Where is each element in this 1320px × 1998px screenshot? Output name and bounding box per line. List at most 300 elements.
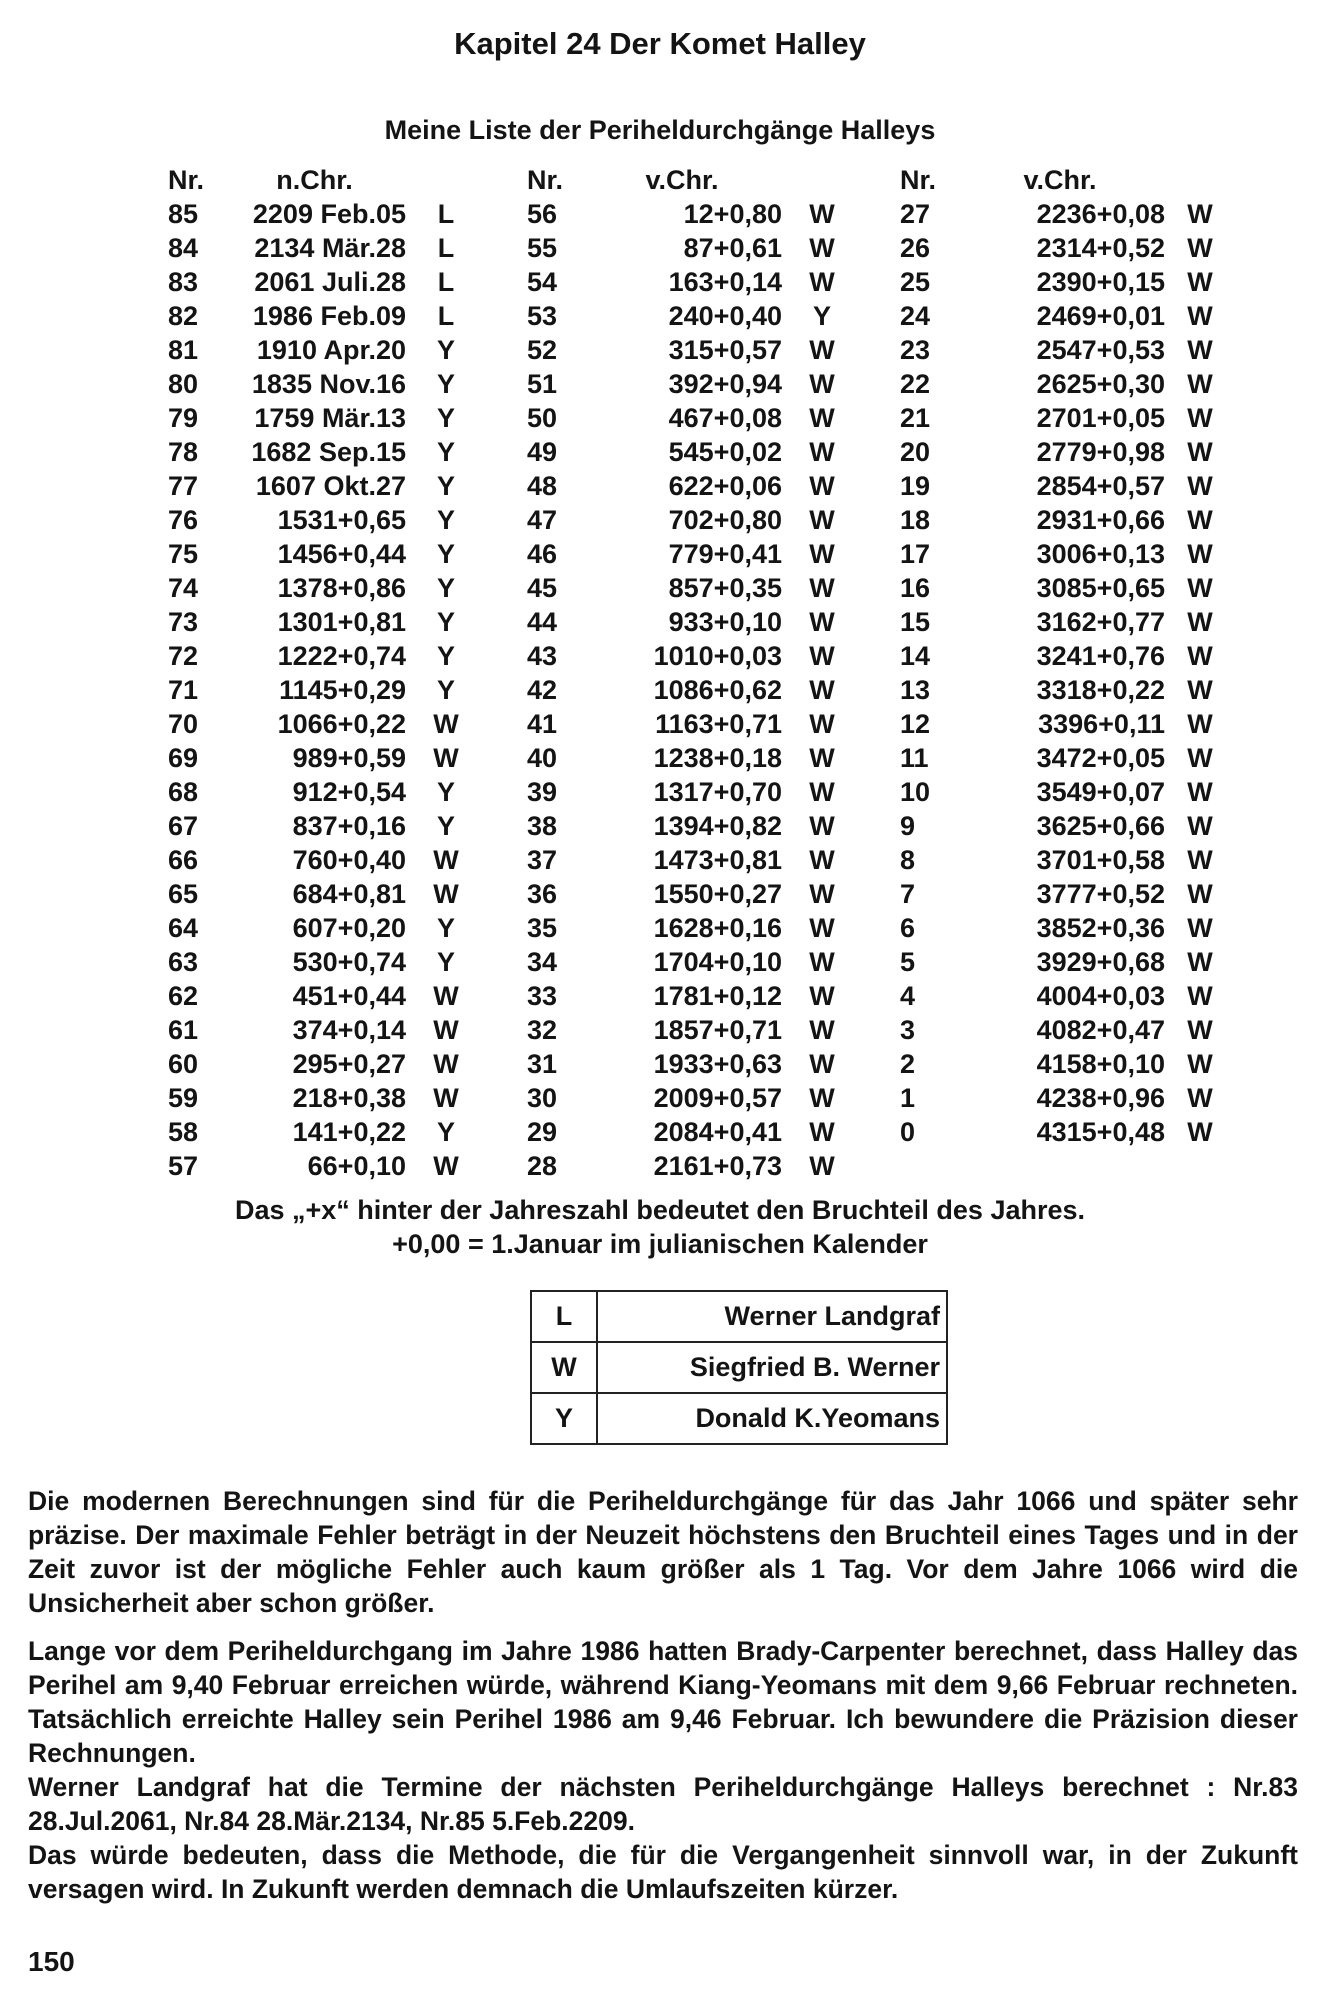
table-row [900,707,1235,741]
passage-date: 3162+0,77 [1036,607,1165,637]
source-code: W [433,709,459,739]
table-row [900,537,1235,571]
passage-number: 7 [900,879,916,909]
source-code: L [437,267,455,297]
passage-number: 27 [900,199,931,229]
passage-number: 79 [168,403,199,433]
passage-date: 1086+0,62 [653,675,782,705]
passage-number: 43 [527,641,558,671]
table-row [900,571,1235,605]
passage-date: 1781+0,12 [653,981,782,1011]
passage-date: 702+0,80 [668,505,782,535]
source-code: Y [436,403,455,433]
passage-number: 60 [168,1049,199,1079]
table-row [168,333,486,367]
passage-date: 1394+0,82 [653,811,782,841]
passage-number: 19 [900,471,931,501]
source-code: W [1187,709,1213,739]
note-line-1: Das „+x“ hinter der Jahreszahl bedeutet den Bruchteil des Jahres. [234,1195,1086,1225]
passage-date: 2084+0,41 [653,1117,782,1147]
passage-number: 73 [168,607,199,637]
passage-date: 3396+0,11 [1038,709,1165,739]
header-nr: Nr. [168,165,205,195]
table-row [527,197,862,231]
passage-number: 42 [527,675,558,705]
source-code: W [809,1151,835,1181]
table-row [527,945,862,979]
passage-number: 1 [900,1083,916,1113]
passage-date: 141+0,22 [292,1117,406,1147]
passage-date: 4158+0,10 [1036,1049,1165,1079]
paragraph-text: Die modernen Berechnungen sind für die Periheldurchgänge für das Jahr 1066 und später sehr präzise. Der maximale Fehler beträgt in der Neuzeit höchstens den Bruchteil eines Tages und in der Zeit zuvor ist der mögliche Fehler auch kaum größer als 1 Tag. Vor dem Jahre 1066 wird die Unsicherheit aber schon größer. [28,1486,1298,1618]
passage-date: 1301+0,81 [277,607,406,637]
table-row [900,877,1235,911]
passage-date: 1222+0,74 [277,641,406,671]
legend-row [531,1393,947,1444]
passage-number: 15 [900,607,931,637]
source-code: W [809,811,835,841]
passage-date: 1473+0,81 [653,845,782,875]
table-row [527,231,862,265]
passage-number: 70 [168,709,199,739]
table-row [527,401,862,435]
passage-date: 760+0,40 [292,845,406,875]
source-code: W [809,641,835,671]
table-row [527,435,862,469]
passage-number: 31 [527,1049,558,1079]
passage-number: 41 [527,709,558,739]
header-date: v.Chr. [1023,165,1097,195]
source-code: Y [436,607,455,637]
passage-number: 61 [168,1015,199,1045]
passage-date: 1456+0,44 [277,539,406,569]
table-row [900,231,1235,265]
passage-date: 4315+0,48 [1036,1117,1165,1147]
legend-key: W [531,1342,597,1393]
passage-date: 1857+0,71 [653,1015,782,1045]
passage-number: 18 [900,505,931,535]
source-code: W [1187,743,1213,773]
passage-date: 3085+0,65 [1036,573,1165,603]
table-row [168,843,486,877]
passage-number: 82 [168,301,199,331]
source-code: W [1187,539,1213,569]
passage-number: 4 [900,981,916,1011]
body-paragraph-precision [28,1484,1298,1620]
legend-key: Y [531,1393,597,1444]
passage-date: 1163+0,71 [655,709,782,739]
passage-date: 295+0,27 [292,1049,406,1079]
table-row [168,571,486,605]
table-note [0,1193,1320,1261]
table-row [527,571,862,605]
passage-date: 2931+0,66 [1036,505,1165,535]
table-row [527,639,862,673]
source-code: Y [436,539,455,569]
source-code: Y [436,811,455,841]
source-code: Y [436,675,455,705]
passage-date: 1531+0,65 [277,505,406,535]
passage-number: 46 [527,539,558,569]
table-row [168,1047,486,1081]
table-row [900,741,1235,775]
passage-date: 1704+0,10 [653,947,782,977]
source-code: W [809,471,835,501]
passage-date: 684+0,81 [292,879,406,909]
legend-name: Werner Landgraf [597,1291,947,1342]
header-source [1165,163,1235,197]
passage-date: 1607 Okt.27 [255,471,406,501]
table-row [900,979,1235,1013]
passage-date: 3625+0,66 [1036,811,1165,841]
passage-number: 72 [168,641,199,671]
source-code: Y [436,573,455,603]
source-code: W [809,1117,835,1147]
passage-date: 240+0,40 [668,301,782,331]
header-date: v.Chr. [645,165,719,195]
passage-number: 20 [900,437,931,467]
table-row [168,469,486,503]
source-code: W [1187,199,1213,229]
table-row [168,1149,486,1183]
table-row [527,809,862,843]
table-row [527,1013,862,1047]
source-code: W [809,403,835,433]
source-code: W [1187,369,1213,399]
passage-date: 989+0,59 [292,743,406,773]
source-code: W [809,1049,835,1079]
passage-number: 12 [900,709,931,739]
source-code: W [1187,913,1213,943]
passage-date: 1145+0,29 [279,675,406,705]
list-title: Meine Liste der Periheldurchgänge Halleys [384,115,936,145]
passage-date: 2134 Mär.28 [254,233,406,263]
passage-date: 1759 Mär.13 [254,403,406,433]
source-code: W [1187,437,1213,467]
passage-number: 66 [168,845,199,875]
passage-number: 83 [168,267,199,297]
table-row [168,265,486,299]
table-row [527,707,862,741]
source-code: W [1187,335,1213,365]
passage-number: 84 [168,233,199,263]
passage-date: 622+0,06 [668,471,782,501]
passage-date: 912+0,54 [292,777,406,807]
passage-number: 71 [168,675,199,705]
table-row [900,775,1235,809]
source-code: W [1187,607,1213,637]
source-code: W [809,981,835,1011]
legend-name: Donald K.Yeomans [597,1393,947,1444]
source-code: W [809,709,835,739]
source-code: W [809,947,835,977]
paragraph-text: Lange vor dem Periheldurchgang im Jahre 1986 hatten Brady-Carpenter berechnet, dass Halley das Perihel am 9,40 Februar erreichen würde, während Kiang-Yeomans mit dem 9,66 Februar rechneten. Tatsächlich erreichte Halley sein Perihel 1986 am 9,46 Februar. Ich bewundere die Präzision dieser Rechnungen. [28,1636,1298,1768]
source-code: W [433,879,459,909]
source-legend-table [530,1290,948,1445]
passage-number: 65 [168,879,199,909]
table-row [900,1081,1235,1115]
passage-number: 34 [527,947,558,977]
source-code: W [1187,811,1213,841]
passage-number: 52 [527,335,558,365]
passage-date: 1986 Feb.09 [252,301,406,331]
passage-date: 1238+0,18 [653,743,782,773]
table-row [900,1047,1235,1081]
passage-date: 66+0,10 [307,1151,406,1181]
passage-number: 14 [900,641,931,671]
passage-date: 3318+0,22 [1036,675,1165,705]
passage-date: 1628+0,16 [653,913,782,943]
passage-date: 4004+0,03 [1036,981,1165,1011]
table-row [900,639,1235,673]
source-code: W [1187,233,1213,263]
table-row [900,673,1235,707]
table-row [168,673,486,707]
passage-date: 163+0,14 [668,267,782,297]
passage-date: 87+0,61 [683,233,782,263]
passage-date: 857+0,35 [668,573,782,603]
passage-number: 68 [168,777,199,807]
table-row [527,469,862,503]
passage-number: 55 [527,233,558,263]
source-code: W [809,777,835,807]
passage-number: 38 [527,811,558,841]
passage-number: 5 [900,947,916,977]
legend-row [531,1342,947,1393]
table-row [527,367,862,401]
source-code: W [809,267,835,297]
table-row [168,299,486,333]
header-source [782,163,862,197]
table-row [527,605,862,639]
table-row [527,299,862,333]
passage-date: 607+0,20 [292,913,406,943]
table-row [900,605,1235,639]
table-row [900,367,1235,401]
table-row [168,401,486,435]
source-code: W [809,743,835,773]
header-source [406,163,486,197]
table-row [527,1047,862,1081]
passage-number: 56 [527,199,558,229]
passage-date: 2701+0,05 [1036,403,1165,433]
passage-date: 2314+0,52 [1036,233,1165,263]
source-code: W [1187,505,1213,535]
passage-date: 3929+0,68 [1036,947,1165,977]
passage-number: 39 [527,777,558,807]
column-header [527,163,862,197]
header-nr: Nr. [900,165,937,195]
source-code: W [1187,1117,1213,1147]
source-code: W [809,607,835,637]
table-row [527,741,862,775]
header-nr: Nr. [527,165,564,195]
passage-number: 59 [168,1083,199,1113]
passage-number: 32 [527,1015,558,1045]
table-row [168,775,486,809]
passage-date: 3472+0,05 [1036,743,1165,773]
passage-date: 2469+0,01 [1036,301,1165,331]
table-row [527,1115,862,1149]
passage-number: 63 [168,947,199,977]
table-row [168,197,486,231]
passage-date: 3852+0,36 [1036,913,1165,943]
table-row [168,231,486,265]
source-code: W [809,1015,835,1045]
table-row [527,673,862,707]
passage-number: 69 [168,743,199,773]
source-code: W [1187,1015,1213,1045]
passage-number: 44 [527,607,558,637]
passage-number: 33 [527,981,558,1011]
table-row [527,503,862,537]
table-row [168,1081,486,1115]
table-row [900,1115,1235,1149]
passage-date: 392+0,94 [668,369,782,399]
column-header [168,163,486,197]
table-row [900,299,1235,333]
passage-number: 17 [900,539,931,569]
source-code: W [809,335,835,365]
table-row [168,503,486,537]
column-header [900,163,1235,197]
passage-date: 451+0,44 [292,981,406,1011]
source-code: W [1187,947,1213,977]
source-code: W [433,743,459,773]
chapter-title: Kapitel 24 Der Komet Halley [454,26,866,61]
paragraph-text: Werner Landgraf hat die Termine der nächsten Periheldurchgänge Halleys berechnet : Nr.83 28.Jul.2061, Nr.84 28.Mär.2134, Nr.85 5.Feb.2209. [28,1772,1298,1836]
source-code: W [1187,981,1213,1011]
table-row [900,265,1235,299]
table-row [527,537,862,571]
source-code: L [437,233,455,263]
passage-date: 4238+0,96 [1036,1083,1165,1113]
passage-number: 77 [168,471,199,501]
passage-date: 2779+0,98 [1036,437,1165,467]
passage-number: 11 [900,743,929,773]
passage-number: 80 [168,369,199,399]
passage-number: 51 [527,369,558,399]
passage-number: 3 [900,1015,916,1045]
source-code: W [1187,573,1213,603]
passage-date: 1933+0,63 [653,1049,782,1079]
passage-date: 12+0,80 [683,199,782,229]
table-row [900,1013,1235,1047]
passage-date: 2547+0,53 [1036,335,1165,365]
passage-date: 4082+0,47 [1036,1015,1165,1045]
passage-date: 2625+0,30 [1036,369,1165,399]
source-code: W [809,1083,835,1113]
table-row [527,1081,862,1115]
table-row [527,843,862,877]
table-row [168,1115,486,1149]
passage-number: 26 [900,233,931,263]
source-code: W [1187,845,1213,875]
table-row [900,401,1235,435]
source-code: W [433,1015,459,1045]
passage-date: 779+0,41 [668,539,782,569]
source-code: Y [436,471,455,501]
table-row [168,367,486,401]
passage-date: 1317+0,70 [653,777,782,807]
passage-date: 545+0,02 [668,437,782,467]
passage-date: 3777+0,52 [1036,879,1165,909]
source-code: W [809,199,835,229]
page-number: 150 [28,1946,75,1977]
passage-number: 58 [168,1117,199,1147]
table-row [168,537,486,571]
passage-number: 75 [168,539,199,569]
table-row [900,469,1235,503]
body-paragraph-block [28,1634,1298,1906]
passage-date: 2009+0,57 [653,1083,782,1113]
table-row [900,197,1235,231]
source-code: W [809,505,835,535]
passage-date: 933+0,10 [668,607,782,637]
passage-number: 85 [168,199,199,229]
source-code: Y [812,301,831,331]
perihelion-column-bc-2 [900,163,1235,1149]
passage-number: 67 [168,811,199,841]
source-code: W [433,981,459,1011]
paragraph-text: Das würde bedeuten, dass die Methode, die für die Vergangenheit sinnvoll war, in der Zukunft versagen wird. In Zukunft werden demnach die Umlaufszeiten kürzer. [28,1840,1298,1904]
passage-number: 49 [527,437,558,467]
table-row [527,1149,862,1183]
passage-number: 40 [527,743,558,773]
source-code: W [433,1049,459,1079]
table-row [168,877,486,911]
table-row [900,945,1235,979]
perihelion-column-bc-1 [527,163,862,1183]
passage-number: 36 [527,879,558,909]
passage-date: 530+0,74 [292,947,406,977]
passage-number: 24 [900,301,931,331]
source-code: Y [436,437,455,467]
source-code: W [809,675,835,705]
passage-number: 50 [527,403,558,433]
passage-number: 62 [168,981,199,1011]
passage-date: 1378+0,86 [277,573,406,603]
passage-number: 22 [900,369,931,399]
source-code: W [1187,1049,1213,1079]
passage-number: 28 [527,1151,558,1181]
passage-date: 2061 Juli.28 [254,267,406,297]
passage-date: 3701+0,58 [1036,845,1165,875]
legend-row [531,1291,947,1342]
passage-date: 1835 Nov.16 [251,369,406,399]
passage-number: 57 [168,1151,199,1181]
table-row [527,979,862,1013]
table-row [900,911,1235,945]
source-code: Y [436,1117,455,1147]
passage-number: 35 [527,913,558,943]
perihelion-column-ad [168,163,486,1183]
source-code: W [1187,471,1213,501]
table-row [168,911,486,945]
passage-number: 54 [527,267,558,297]
passage-date: 3241+0,76 [1036,641,1165,671]
source-code: W [809,437,835,467]
source-code: Y [436,505,455,535]
passage-number: 37 [527,845,558,875]
table-row [527,911,862,945]
passage-number: 9 [900,811,916,841]
passage-number: 6 [900,913,916,943]
source-code: Y [436,777,455,807]
passage-date: 2390+0,15 [1036,267,1165,297]
passage-number: 10 [900,777,931,807]
source-code: W [1187,641,1213,671]
